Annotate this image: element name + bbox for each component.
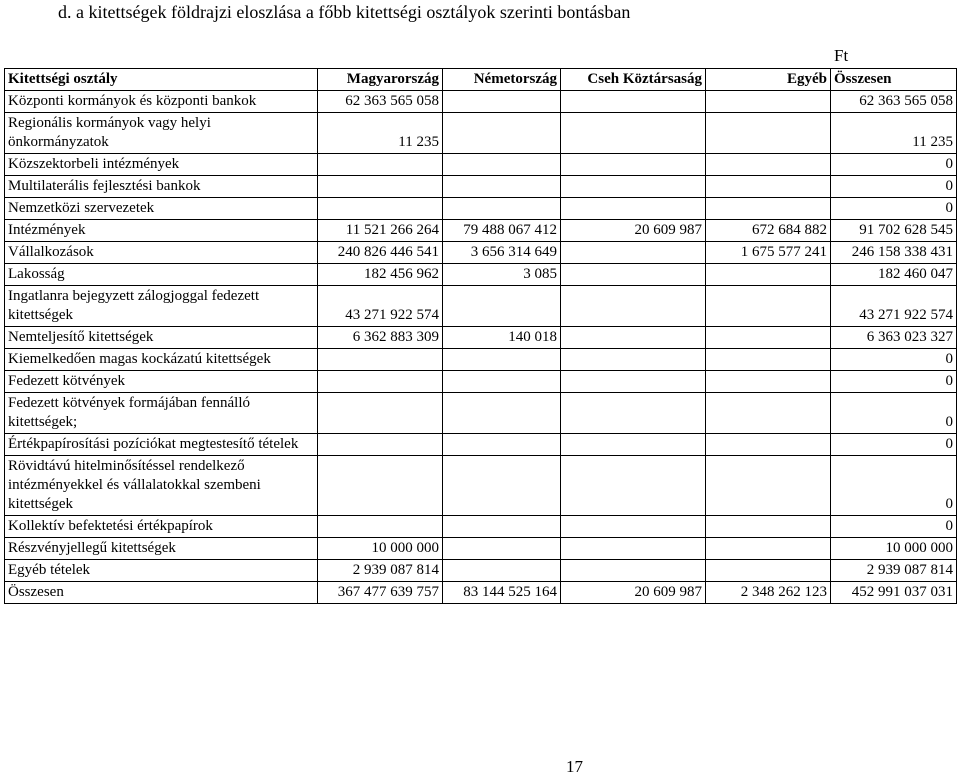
row-label-cell: Multilaterális fejlesztési bankok <box>5 176 318 198</box>
value-cell: 79 488 067 412 <box>443 220 561 242</box>
value-cell: 140 018 <box>443 327 561 349</box>
row-label-cell: Részvényjellegű kitettségek <box>5 538 318 560</box>
table-row <box>5 327 957 349</box>
value-cell <box>561 91 706 113</box>
row-label-cell: Intézmények <box>5 220 318 242</box>
value-cell <box>706 327 831 349</box>
value-cell: 0 <box>831 198 957 220</box>
value-cell <box>443 176 561 198</box>
value-cell <box>443 154 561 176</box>
value-cell <box>443 371 561 393</box>
row-label-cell: Kiemelkedően magas kockázatú kitettségek <box>5 349 318 371</box>
column-header: Kitettségi osztály <box>5 69 318 91</box>
row-label-cell: Központi kormányok és központi bankok <box>5 91 318 113</box>
value-cell <box>561 516 706 538</box>
value-cell: 91 702 628 545 <box>831 220 957 242</box>
value-cell <box>706 113 831 154</box>
value-cell: 0 <box>831 456 957 516</box>
value-cell <box>443 456 561 516</box>
table-row <box>5 516 957 538</box>
value-cell <box>318 456 443 516</box>
value-cell: 6 362 883 309 <box>318 327 443 349</box>
value-cell: 452 991 037 031 <box>831 582 957 604</box>
value-cell <box>706 516 831 538</box>
value-cell <box>443 91 561 113</box>
value-cell <box>318 176 443 198</box>
table-row <box>5 198 957 220</box>
value-cell: 672 684 882 <box>706 220 831 242</box>
value-cell <box>561 242 706 264</box>
row-label-cell: Nemzetközi szervezetek <box>5 198 318 220</box>
value-cell: 0 <box>831 434 957 456</box>
table-row <box>5 434 957 456</box>
currency-unit: Ft <box>834 46 849 65</box>
value-cell <box>706 538 831 560</box>
row-label-cell: Fedezett kötvények <box>5 371 318 393</box>
row-label-cell: Vállalkozások <box>5 242 318 264</box>
value-cell: 83 144 525 164 <box>443 582 561 604</box>
table-row <box>5 349 957 371</box>
column-header: Egyéb <box>706 69 831 91</box>
exposure-table <box>4 68 957 604</box>
value-cell: 43 271 922 574 <box>831 286 957 327</box>
value-cell <box>561 371 706 393</box>
value-cell: 0 <box>831 371 957 393</box>
value-cell <box>706 560 831 582</box>
value-cell <box>561 327 706 349</box>
value-cell: 6 363 023 327 <box>831 327 957 349</box>
value-cell: 3 656 314 649 <box>443 242 561 264</box>
row-label-cell: Nemteljesítő kitettségek <box>5 327 318 349</box>
table-header-row <box>5 69 957 91</box>
table-row <box>5 113 957 154</box>
value-cell <box>706 349 831 371</box>
value-cell <box>706 393 831 434</box>
value-cell <box>706 176 831 198</box>
value-cell: 2 939 087 814 <box>831 560 957 582</box>
value-cell: 0 <box>831 393 957 434</box>
value-cell: 62 363 565 058 <box>831 91 957 113</box>
value-cell: 0 <box>831 154 957 176</box>
table-row <box>5 220 957 242</box>
page-number: 17 <box>566 757 583 776</box>
value-cell <box>443 393 561 434</box>
value-cell: 1 675 577 241 <box>706 242 831 264</box>
row-label-cell: Egyéb tételek <box>5 560 318 582</box>
row-label-cell: Közszektorbeli intézmények <box>5 154 318 176</box>
value-cell <box>318 198 443 220</box>
value-cell <box>443 538 561 560</box>
value-cell: 62 363 565 058 <box>318 91 443 113</box>
value-cell: 10 000 000 <box>831 538 957 560</box>
value-cell <box>443 516 561 538</box>
value-cell <box>318 516 443 538</box>
value-cell <box>561 154 706 176</box>
column-header: Németország <box>443 69 561 91</box>
page-heading: d. a kitettségek földrajzi eloszlása a főbb kitettségi osztályok szerinti bontásban <box>58 2 631 22</box>
table-body <box>5 91 957 604</box>
value-cell: 11 235 <box>318 113 443 154</box>
row-label-cell: Ingatlanra bejegyzett zálogjoggal fedezett kitettségek <box>5 286 318 327</box>
table-row <box>5 286 957 327</box>
value-cell <box>443 349 561 371</box>
value-cell <box>443 198 561 220</box>
value-cell <box>443 286 561 327</box>
table-row <box>5 264 957 286</box>
value-cell: 240 826 446 541 <box>318 242 443 264</box>
value-cell <box>706 456 831 516</box>
value-cell <box>443 113 561 154</box>
value-cell <box>561 560 706 582</box>
value-cell <box>561 176 706 198</box>
value-cell <box>706 154 831 176</box>
value-cell: 0 <box>831 176 957 198</box>
row-label-cell: Fedezett kötvények formájában fennálló kitettségek; <box>5 393 318 434</box>
table-row <box>5 242 957 264</box>
table-row <box>5 582 957 604</box>
value-cell <box>443 434 561 456</box>
value-cell: 0 <box>831 516 957 538</box>
value-cell <box>561 393 706 434</box>
row-label-cell: Összesen <box>5 582 318 604</box>
value-cell: 0 <box>831 349 957 371</box>
value-cell <box>318 349 443 371</box>
row-label-cell: Kollektív befektetési értékpapírok <box>5 516 318 538</box>
value-cell <box>561 456 706 516</box>
table-row <box>5 91 957 113</box>
value-cell <box>706 371 831 393</box>
value-cell <box>318 393 443 434</box>
value-cell <box>706 286 831 327</box>
row-label-cell: Értékpapírosítási pozíciókat megtestesítő tételek <box>5 434 318 456</box>
value-cell: 11 521 266 264 <box>318 220 443 242</box>
value-cell <box>706 91 831 113</box>
column-header: Cseh Köztársaság <box>561 69 706 91</box>
value-cell <box>706 264 831 286</box>
table-row <box>5 371 957 393</box>
column-header: Összesen <box>831 69 957 91</box>
value-cell <box>561 538 706 560</box>
table-row <box>5 393 957 434</box>
table-row <box>5 560 957 582</box>
value-cell: 10 000 000 <box>318 538 443 560</box>
row-label-cell: Regionális kormányok vagy helyi önkormányzatok <box>5 113 318 154</box>
value-cell: 43 271 922 574 <box>318 286 443 327</box>
value-cell <box>561 264 706 286</box>
value-cell <box>318 434 443 456</box>
value-cell <box>443 560 561 582</box>
value-cell: 2 348 262 123 <box>706 582 831 604</box>
value-cell: 11 235 <box>831 113 957 154</box>
value-cell <box>706 434 831 456</box>
value-cell: 182 460 047 <box>831 264 957 286</box>
value-cell <box>561 434 706 456</box>
value-cell: 20 609 987 <box>561 582 706 604</box>
value-cell: 367 477 639 757 <box>318 582 443 604</box>
value-cell <box>561 113 706 154</box>
value-cell <box>561 198 706 220</box>
row-label-cell: Lakosság <box>5 264 318 286</box>
value-cell <box>318 154 443 176</box>
value-cell: 20 609 987 <box>561 220 706 242</box>
value-cell: 2 939 087 814 <box>318 560 443 582</box>
table-row <box>5 176 957 198</box>
value-cell: 182 456 962 <box>318 264 443 286</box>
table-row <box>5 456 957 516</box>
column-header: Magyarország <box>318 69 443 91</box>
row-label-cell: Rövidtávú hitelminősítéssel rendelkező intézményekkel és vállalatokkal szembeni kitettségek <box>5 456 318 516</box>
value-cell: 246 158 338 431 <box>831 242 957 264</box>
value-cell: 3 085 <box>443 264 561 286</box>
value-cell <box>561 349 706 371</box>
value-cell <box>561 286 706 327</box>
value-cell <box>706 198 831 220</box>
table-row <box>5 538 957 560</box>
table-row <box>5 154 957 176</box>
value-cell <box>318 371 443 393</box>
